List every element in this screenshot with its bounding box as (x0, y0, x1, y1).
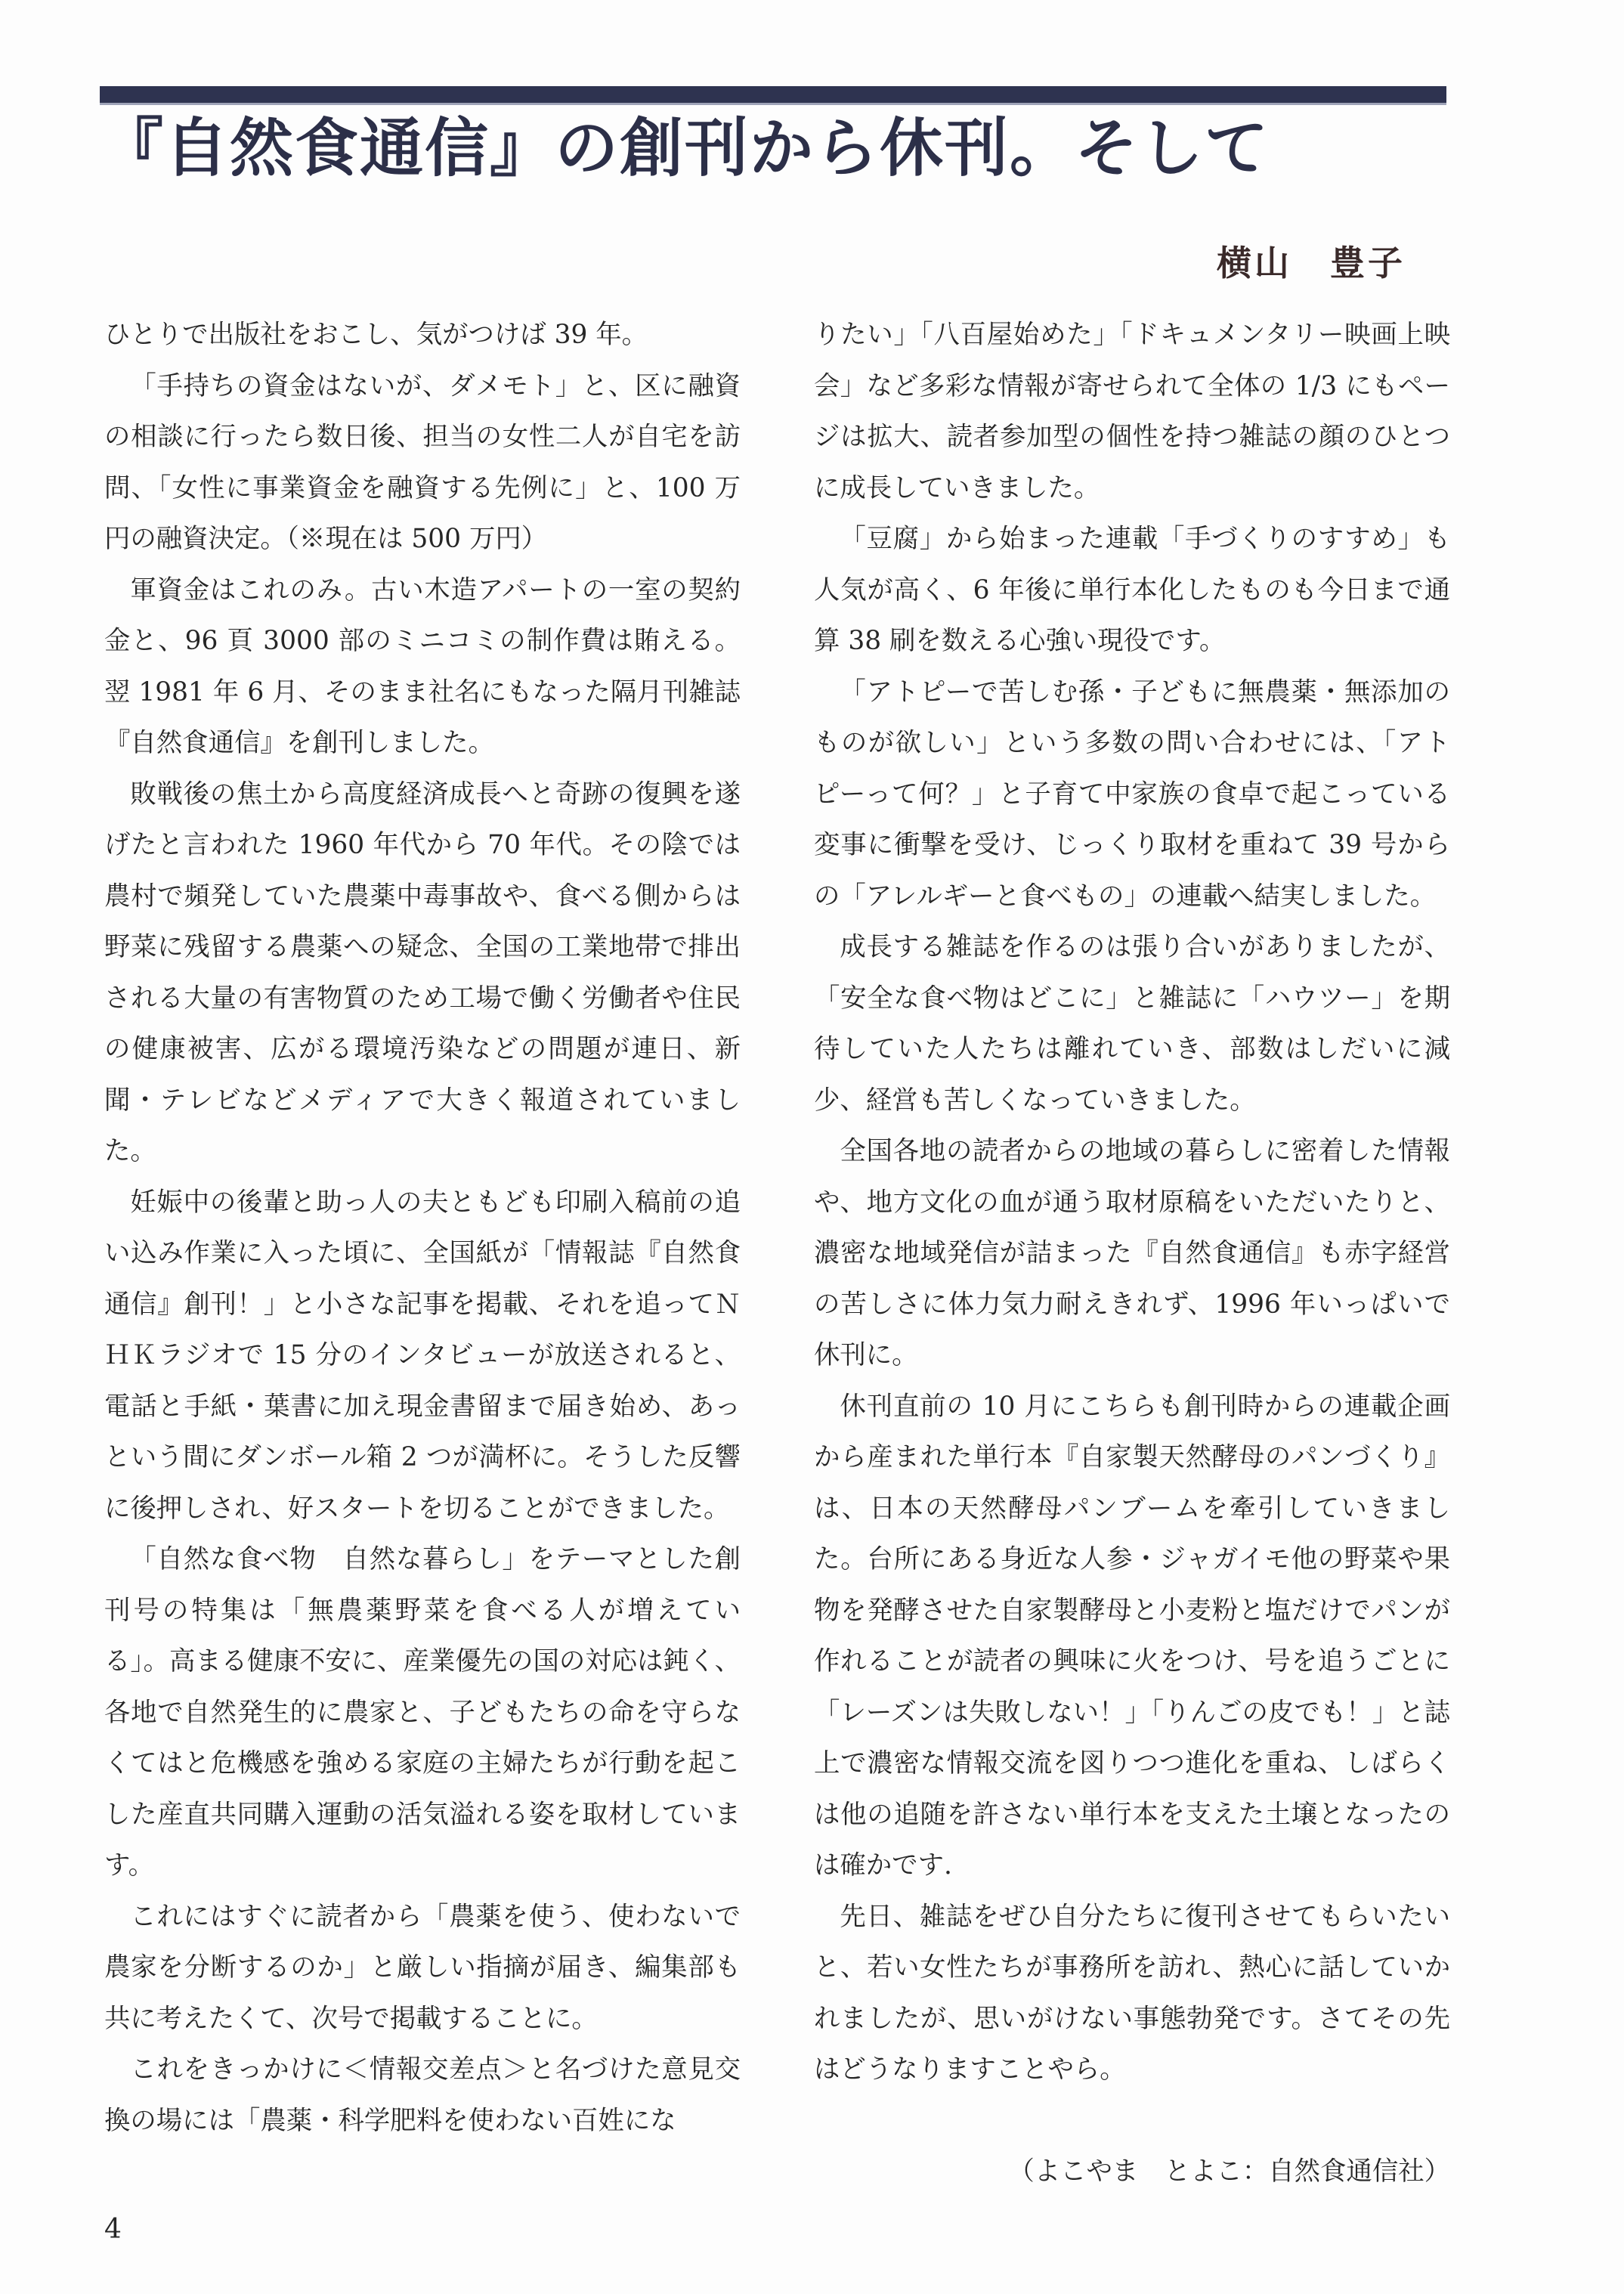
paragraph: 妊娠中の後輩と助っ人の夫ともども印刷入稿前の追い込み作業に入った頃に、全国紙が「情報誌『自然食通信』創刊！」と小さな記事を掲載、それを追ってＮＨＫラジオで 15 分のインタビューが放送されると、電話と手紙・葉書に加え現金書留まで届き始め、あっという間にダンボール箱 2 つが満杯に。そうした反響に後押しされ、好スタートを切ることができました。 (104, 1187, 741, 1524)
paragraph: 「豆腐」から始まった連載「手づくりのすすめ」も人気が高く、6 年後に単行本化したものも今日まで通算 38 刷を数える心強い現役です。 (814, 524, 1450, 656)
paragraph: 軍資金はこれのみ。古い木造アパートの一室の契約金と、96 頁 3000 部のミニコミの制作費は賄える。翌 1981 年 6 月、そのまま社名にもなった隔月刊雑誌『自然食通信』を創刊しました。 (104, 574, 741, 758)
paragraph: 全国各地の読者からの地域の暮らしに密着した情報や、地方文化の血が通う取材原稿をいただいたりと、濃密な地域発信が詰まった『自然食通信』も赤字経営の苦しさに体力気力耐えきれず、1996 年いっぱいで休刊に。 (814, 1136, 1450, 1370)
page-number: 4 (104, 2214, 122, 2245)
paragraph: 休刊直前の 10 月にこちらも創刊時からの連載企画から産まれた単行本『自家製天然酵母のパンづくり』は、日本の天然酵母パンブームを牽引していきました。台所にある身近な人参・ジャガイモ他の野菜や果物を発酵させた自家製酵母と小麦粉と塩だけでパンが作れることが読者の興味に火をつけ、号を追うごとに「レーズンは失敗しない！」「りんごの皮でも！」と誌上で濃密な情報交流を図りつつ進化を重ね、しばらくは他の追随を許さない単行本を支えた土壌となったのは確かです. (814, 1391, 1450, 1881)
paragraph: 「手持ちの資金はないが、ダメモト」と、区に融資の相談に行ったら数日後、担当の女性二人が自宅を訪問、「女性に事業資金を融資する先例に」と、100 万円の融資決定。（※現在は 500 万円） (104, 370, 741, 554)
paragraph: 「アトピーで苦しむ孫・子どもに無農薬・無添加のものが欲しい」という多数の問い合わせには、「アトピーって何？」と子育て中家族の食卓で起こっている変事に衝撃を受け、じっくり取材を重ねて 39 号からの「アレルギーと食べもの」の連載へ結実しました。 (814, 676, 1450, 912)
paragraph: 敗戦後の焦土から高度経済成長へと奇跡の復興を遂げたと言われた 1960 年代から 70 年代。その陰では農村で頻発していた農薬中毒事故や、食べる側からは野菜に残留する農薬への疑念、全国の工業地帯で排出される大量の有害物質のため工場で働く労働者や住民の健康被害、広がる環境汚染などの問題が連日、新聞・テレビなどメディアで大きく報道されていました。 (104, 779, 741, 1166)
paragraph: 「自然な食べ物 自然な暮らし」をテーマとした創刊号の特集は「無農薬野菜を食べる人が増えている」。高まる健康不安に、産業優先の国の対応は鈍く、各地で自然発生的に農家と、子どもたちの命を守らなくてはと危機感を強める家庭の主婦たちが行動を起こした産直共同購入運動の活気溢れる姿を取材しています。 (104, 1544, 741, 1881)
paragraph: 成長する雑誌を作るのは張り合いがありましたが、「安全な食べ物はどこに」と雑誌に「ハウツー」を期待していた人たちは離れていき、部数はしだいに減少、経営も苦しくなっていきました。 (814, 932, 1450, 1116)
author-signoff: （よこやま とよこ：自然食通信社） (1008, 2156, 1450, 2187)
paragraph: これにはすぐに読者から「農薬を使う、使わないで農家を分断するのか」と厳しい指摘が届き、編集部も共に考えたくて、次号で掲載することに。 (104, 1901, 741, 2034)
article-title: 『自然食通信』の創刊から休刊。そして (100, 111, 1270, 185)
paragraph: これをきっかけに＜情報交差点＞と名づけた意見交換の場には「農薬・科学肥料を使わない百姓にな (104, 2054, 741, 2136)
paragraph: りたい」「八百屋始めた」「ドキュメンタリー映画上映会」など多彩な情報が寄せられて全体の 1/3 にもページは拡大、読者参加型の個性を持つ雑誌の顔のひとつに成長していきました。 (814, 320, 1450, 503)
author-name: 横山 豊子 (1217, 243, 1406, 283)
left-column (104, 310, 741, 2147)
right-column (814, 310, 1450, 2096)
title-rule (100, 86, 1446, 103)
paragraph: ひとりで出版社をおこし、気がつけば 39 年。 (104, 320, 648, 350)
paragraph: 先日、雑誌をぜひ自分たちに復刊させてもらいたいと、若い女性たちが事務所を訪れ、熱心に話していかれましたが、思いがけない事態勃発です。さてその先はどうなりますことやら。 (814, 1901, 1450, 2085)
